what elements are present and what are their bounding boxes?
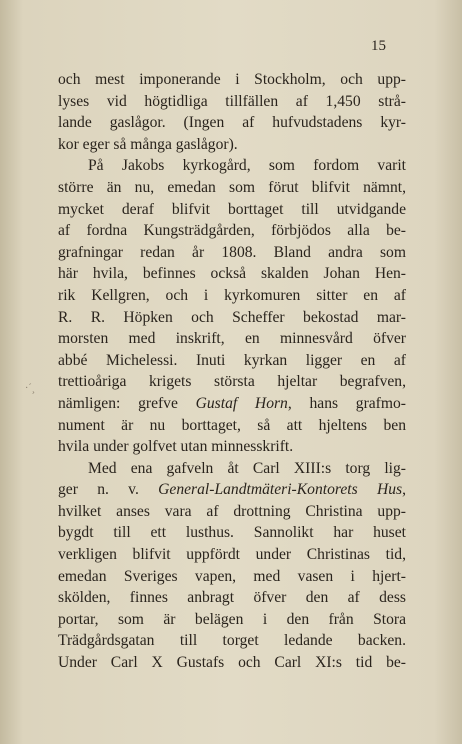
text-line: På Jakobs kyrkogård, som fordom varit — [88, 157, 406, 175]
text-line: morsten med inskrift, en minnesvård öfver — [58, 330, 406, 348]
text-line: lande gaslågor. (Ingen af hufvudstadens kyr- — [58, 114, 406, 132]
text-line: Trädgårdsgatan till torget ledande backen. — [58, 632, 406, 650]
italic-name: General-Landtmäteri-Kontorets Hus — [158, 481, 403, 499]
text-line: här hvila, befinnes också skalden Johan Hen- — [58, 265, 406, 283]
text-line: abbé Michelessi. Inuti kyrkan ligger en af — [58, 351, 406, 369]
text-line: kor eger så många gaslågor). — [58, 135, 238, 153]
page-number: 15 — [371, 38, 386, 54]
text-segment: nämligen: grefve — [58, 394, 196, 412]
italic-name: Gustaf Horn — [195, 394, 288, 412]
text-line: hvilket anses vara af drottning Christina upp- — [58, 502, 406, 520]
text-line: mycket deraf blifvit borttaget till utvidgande — [58, 200, 406, 218]
text-line: verkligen blifvit uppfördt under Christinas tid, — [58, 546, 406, 564]
text-line: större än nu, emedan som förut blifvit nämnt, — [58, 178, 406, 196]
text-segment: , — [402, 481, 407, 499]
text-line: hvila under golfvet utan minnesskrift. — [58, 438, 294, 456]
text-line: Med ena gafveln åt Carl XIII:s torg lig- — [88, 459, 406, 477]
text-line: rik Kellgren, och i kyrkomuren sitter en af — [58, 286, 406, 304]
text-line: Under Carl X Gustafs och Carl XI:s tid be- — [58, 654, 406, 672]
text-line: grafningar redan år 1808. Bland andra som — [58, 243, 406, 261]
text-line — [58, 393, 406, 415]
text-line: bygdt till ett lusthus. Sannolikt har huset — [58, 524, 406, 542]
text-line: af fordna Kungsträdgården, förbjödos alla be- — [58, 222, 406, 240]
text-line: portar, som är belägen i den från Stora — [58, 610, 406, 628]
text-line: trettioåriga krigets största hjeltar begrafven, — [58, 373, 406, 391]
text-line: skölden, finnes anbragt öfver den af dess — [58, 589, 406, 607]
text-line: emedan Sveriges vapen, med vasen i hjert- — [58, 567, 406, 585]
text-segment: , hans grafmo- — [287, 394, 406, 412]
body-text — [58, 69, 406, 674]
text-line: nument är nu borttaget, så att hjeltens ben — [58, 416, 406, 434]
text-segment: ger n. v. — [58, 481, 159, 499]
text-line — [58, 479, 406, 501]
text-line: R. R. Höpken och Scheffer bekostad mar- — [58, 308, 406, 326]
text-line: och mest imponerande i Stockholm, och upp- — [58, 71, 406, 88]
margin-mark: ·´¸ — [25, 383, 35, 394]
text-line: lyses vid högtidliga tillfällen af 1,450 strå- — [58, 92, 406, 110]
